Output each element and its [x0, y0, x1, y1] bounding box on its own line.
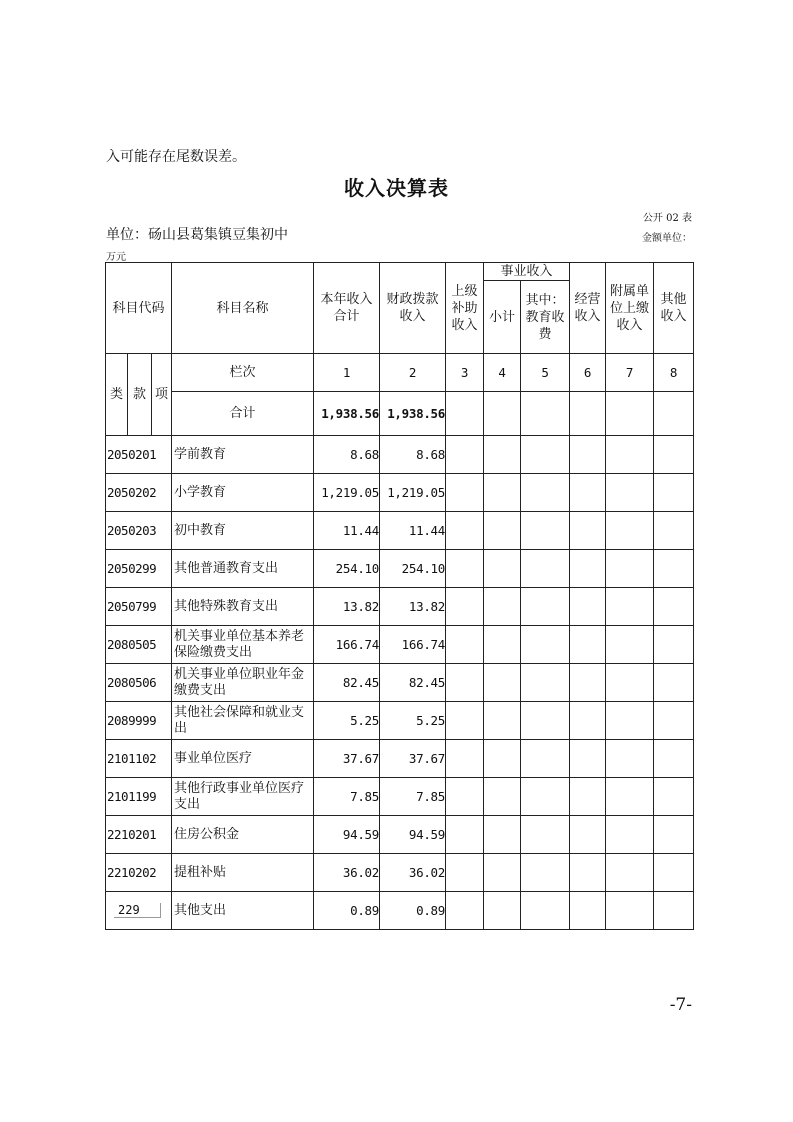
header-subtotal: 小计	[484, 281, 521, 354]
row-col2: 13.82	[380, 588, 446, 626]
page-number: -7-	[669, 995, 692, 1015]
table-row	[106, 588, 694, 626]
col-number-7: 7	[606, 354, 654, 392]
lead-text: 入可能存在尾数误差。	[106, 149, 246, 165]
row-code-cell	[106, 892, 172, 930]
row-col1: 1,219.05	[314, 474, 380, 512]
row-name: 机关事业单位职业年金缴费支出	[172, 664, 314, 702]
total-col2: 1,938.56	[380, 392, 446, 436]
row-name: 其他特殊教育支出	[172, 588, 314, 626]
row-name: 其他支出	[172, 892, 314, 930]
row-code: 2210201	[106, 816, 172, 854]
row-code: 2089999	[106, 702, 172, 740]
row-name: 其他社会保障和就业支出	[172, 702, 314, 740]
amount-unit-label: 金额单位：	[642, 233, 692, 244]
row-col1: 0.89	[314, 892, 380, 930]
table-row	[106, 436, 694, 474]
row-name: 初中教育	[172, 512, 314, 550]
header-lei: 类	[106, 354, 128, 436]
header-total-income: 本年收入合计	[314, 263, 380, 354]
row-col1: 37.67	[314, 740, 380, 778]
unit-name: 单位：砀山县葛集镇豆集初中	[106, 227, 288, 243]
row-col1: 254.10	[314, 550, 380, 588]
table-row	[106, 512, 694, 550]
row-col1: 8.68	[314, 436, 380, 474]
row-code: 2101199	[106, 778, 172, 816]
header-xiang: 项	[152, 354, 172, 436]
total-row	[106, 392, 694, 436]
row-col2: 5.25	[380, 702, 446, 740]
table-row	[106, 816, 694, 854]
header-lanci: 栏次	[172, 354, 314, 392]
col-number-8: 8	[654, 354, 694, 392]
header-name: 科目名称	[172, 263, 314, 354]
row-col1: 13.82	[314, 588, 380, 626]
col-number-3: 3	[446, 354, 484, 392]
row-col1: 166.74	[314, 626, 380, 664]
header-affiliate-income: 附属单位上缴收入	[606, 263, 654, 354]
amount-unit-value: 万元	[106, 252, 126, 263]
row-code: 2050203	[106, 512, 172, 550]
header-other-income: 其他收入	[654, 263, 694, 354]
table-row	[106, 740, 694, 778]
row-col1: 82.45	[314, 664, 380, 702]
form-number: 公开 02 表	[642, 213, 692, 224]
row-name: 小学教育	[172, 474, 314, 512]
col-number-2: 2	[380, 354, 446, 392]
row-col2: 254.10	[380, 550, 446, 588]
row-code: 2050299	[106, 550, 172, 588]
col-number-5: 5	[521, 354, 570, 392]
row-col1: 5.25	[314, 702, 380, 740]
header-code: 科目代码	[106, 263, 172, 354]
row-code: 2080505	[106, 626, 172, 664]
row-col2: 94.59	[380, 816, 446, 854]
row-col1: 11.44	[314, 512, 380, 550]
row-code: 2101102	[106, 740, 172, 778]
header-superior-subsidy: 上级补助收入	[446, 263, 484, 354]
header-fiscal-income: 财政拨款收入	[380, 263, 446, 354]
row-code: 2050202	[106, 474, 172, 512]
col-number-6: 6	[570, 354, 606, 392]
table-row	[106, 702, 694, 740]
row-col2: 7.85	[380, 778, 446, 816]
table-row	[106, 474, 694, 512]
row-col2: 82.45	[380, 664, 446, 702]
row-code: 229	[114, 903, 161, 918]
page-title: 收入决算表	[344, 176, 449, 200]
table-row	[106, 854, 694, 892]
header-operating-income: 经营收入	[570, 263, 606, 354]
row-col2: 1,219.05	[380, 474, 446, 512]
row-code: 2210202	[106, 854, 172, 892]
row-name: 学前教育	[172, 436, 314, 474]
row-code: 2050799	[106, 588, 172, 626]
table-row	[106, 892, 694, 930]
col-number-4: 4	[484, 354, 521, 392]
row-name: 其他普通教育支出	[172, 550, 314, 588]
row-col2: 11.44	[380, 512, 446, 550]
row-name: 机关事业单位基本养老保险缴费支出	[172, 626, 314, 664]
row-name: 事业单位医疗	[172, 740, 314, 778]
table-row	[106, 778, 694, 816]
row-name: 其他行政事业单位医疗支出	[172, 778, 314, 816]
income-table	[105, 262, 694, 930]
total-label: 合计	[172, 392, 314, 436]
row-col1: 7.85	[314, 778, 380, 816]
col-number-1: 1	[314, 354, 380, 392]
table-row	[106, 626, 694, 664]
row-code: 2050201	[106, 436, 172, 474]
header-business-income: 事业收入	[484, 263, 570, 281]
table-row	[106, 664, 694, 702]
header-education-fee: 其中：教育收费	[521, 281, 570, 354]
row-col2: 8.68	[380, 436, 446, 474]
row-col2: 37.67	[380, 740, 446, 778]
row-name: 住房公积金	[172, 816, 314, 854]
row-code: 2080506	[106, 664, 172, 702]
row-name: 提租补贴	[172, 854, 314, 892]
table-row	[106, 550, 694, 588]
total-col1: 1,938.56	[314, 392, 380, 436]
row-col1: 36.02	[314, 854, 380, 892]
row-col2: 0.89	[380, 892, 446, 930]
row-col2: 166.74	[380, 626, 446, 664]
header-kuan: 款	[128, 354, 152, 436]
row-col1: 94.59	[314, 816, 380, 854]
row-col2: 36.02	[380, 854, 446, 892]
